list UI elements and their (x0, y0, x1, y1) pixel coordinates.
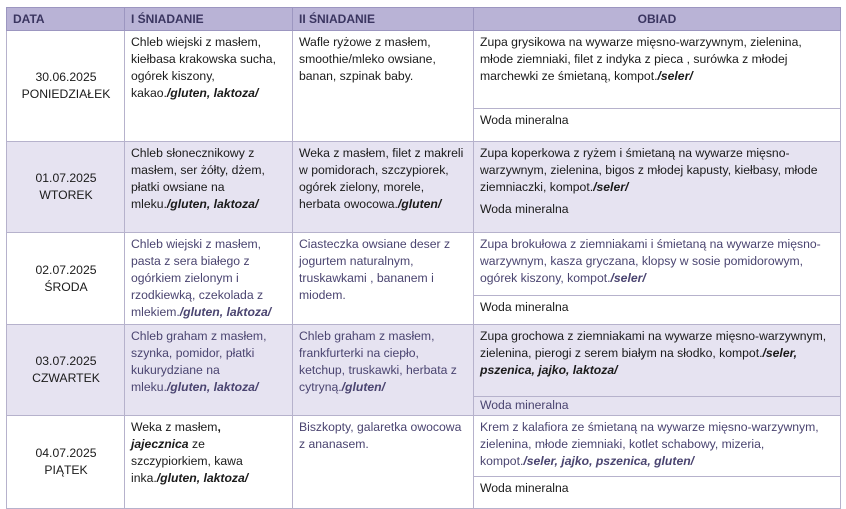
allergen-tag: /seler, jajko, pszenica, gluten/ (523, 454, 695, 468)
table-row (7, 233, 841, 296)
water-cell: Woda mineralna (474, 201, 841, 233)
breakfast-2-cell (293, 31, 474, 142)
allergen-tag: /gluten, laktoza/ (166, 380, 259, 394)
weekday: PONIEDZIAŁEK (21, 87, 111, 101)
lunch-cell (474, 416, 841, 477)
date-cell (7, 325, 125, 416)
water-cell: Woda mineralna (474, 108, 841, 141)
date: 03.07.2025 (35, 354, 97, 368)
weekday: WTOREK (39, 188, 93, 202)
header-breakfast-2: II ŚNIADANIE (293, 8, 474, 31)
lunch-cell (474, 31, 841, 109)
meal-text-emphasis: jajecznica (131, 437, 189, 451)
meal-text: ze szczypiorkiem, kawa inka. (131, 437, 243, 485)
meal-text: Krem z kalafiora ze śmietaną na wywarze mięsno-warzywnym, zielenina, młode ziemniaki, kotlet schabowy, mizeria, kompot. (480, 420, 819, 468)
date-cell (7, 233, 125, 325)
table-row (7, 31, 841, 109)
date: 30.06.2025 (35, 70, 97, 84)
lunch-cell (474, 233, 841, 296)
breakfast-1-cell (125, 416, 293, 509)
date: 04.07.2025 (35, 446, 97, 460)
meal-text: Chleb słonecznikowy z masłem, ser żółty, dżem, płatki owsiane na mleku. (131, 146, 265, 211)
table-row (7, 142, 841, 201)
breakfast-2-cell (293, 416, 474, 509)
meal-text: Chleb graham z masłem, szynka, pomidor, płatki kukurydziane na mleku. (131, 329, 267, 394)
water-cell: Woda mineralna (474, 476, 841, 508)
allergen-tag: /seler, pszenica, jajko, laktoza/ (480, 346, 798, 377)
allergen-tag: /seler/ (657, 69, 693, 83)
lunch-cell (474, 142, 841, 201)
weekday: CZWARTEK (32, 371, 100, 385)
table-row (7, 325, 841, 397)
header-breakfast-1: I ŚNIADANIE (125, 8, 293, 31)
breakfast-1-cell (125, 142, 293, 233)
breakfast-1-cell (125, 325, 293, 416)
allergen-tag: /seler/ (593, 180, 629, 194)
allergen-tag: /gluten, laktoza/ (166, 197, 259, 211)
date-cell (7, 31, 125, 142)
date: 02.07.2025 (35, 262, 97, 277)
lunch-cell (474, 325, 841, 397)
breakfast-2-cell (293, 233, 474, 325)
allergen-tag: /gluten, laktoza/ (179, 305, 272, 319)
water-cell: Woda mineralna (474, 397, 841, 416)
meal-text: Weka z masłem (131, 420, 218, 434)
meal-text: Wafle ryżowe z masłem, smoothie/mleko owsiane, banan, szpinak baby. (299, 35, 436, 83)
weekday: PIĄTEK (44, 463, 88, 477)
breakfast-1-cell (125, 233, 293, 325)
allergen-tag: /gluten/ (397, 197, 442, 211)
meal-text: Chleb graham z masłem, frankfurterki na ciepło, ketchup, truskawki, herbata z cytryną. (299, 329, 457, 394)
allergen-tag: /gluten/ (341, 380, 386, 394)
weekday: ŚRODA (44, 279, 88, 294)
table-row (7, 416, 841, 477)
breakfast-1-cell (125, 31, 293, 142)
allergen-tag: /gluten, laktoza/ (166, 86, 259, 100)
meal-text: Chleb wiejski z masłem, pasta z sera białego z ogórkiem zielonym i rzodkiewką, czekolada z mlekiem. (131, 237, 264, 319)
meal-text: Zupa grysikowa na wywarze mięsno-warzywnym, zielenina, młode ziemniaki, filet z indyka z pieca , surówka z młodej marchewki ze śmietaną, kompot. (480, 35, 802, 83)
header-lunch: OBIAD (474, 8, 841, 31)
water-cell: Woda mineralna (474, 296, 841, 325)
date-cell (7, 142, 125, 233)
allergen-tag: /seler/ (610, 271, 646, 285)
header-row (7, 8, 841, 31)
meal-text: Chleb wiejski z masłem, kiełbasa krakowska sucha, ogórek kiszony, kakao. (131, 35, 276, 100)
meal-text: , (217, 420, 221, 434)
meal-text: Zupa koperkowa z ryżem i śmietaną na wywarze mięsno-warzywnym, zielenina, bigos z młodej kapusty, kiełbasy, młode ziemniaczki, kompot. (480, 146, 818, 194)
breakfast-2-cell (293, 325, 474, 416)
breakfast-2-cell (293, 142, 474, 233)
date-cell (7, 416, 125, 509)
meal-text: Zupa brokułowa z ziemniakami i śmietaną na wywarze mięsno-warzywnym, kasza gryczana, klopsy w sosie pomidorowym, ogórek kiszony, kompot. (480, 237, 821, 285)
menu-table (6, 7, 841, 509)
meal-text: Biszkopty, galaretka owocowa z ananasem. (299, 420, 462, 451)
date: 01.07.2025 (35, 171, 97, 185)
header-date: DATA (7, 8, 125, 31)
allergen-tag: /gluten, laktoza/ (156, 471, 249, 485)
meal-text: Weka z masłem, filet z makreli w pomidorach, szczypiorek, ogórek zielony, morele, herbata owocowa. (299, 146, 464, 211)
meal-text: Zupa grochowa z ziemniakami na wywarze mięsno-warzywnym, zielenina, pierogi z serem białym na słodko, kompot. (480, 329, 827, 360)
meal-text: Ciasteczka owsiane deser z jogurtem naturalnym, truskawkami , bananem i miodem. (299, 237, 451, 302)
